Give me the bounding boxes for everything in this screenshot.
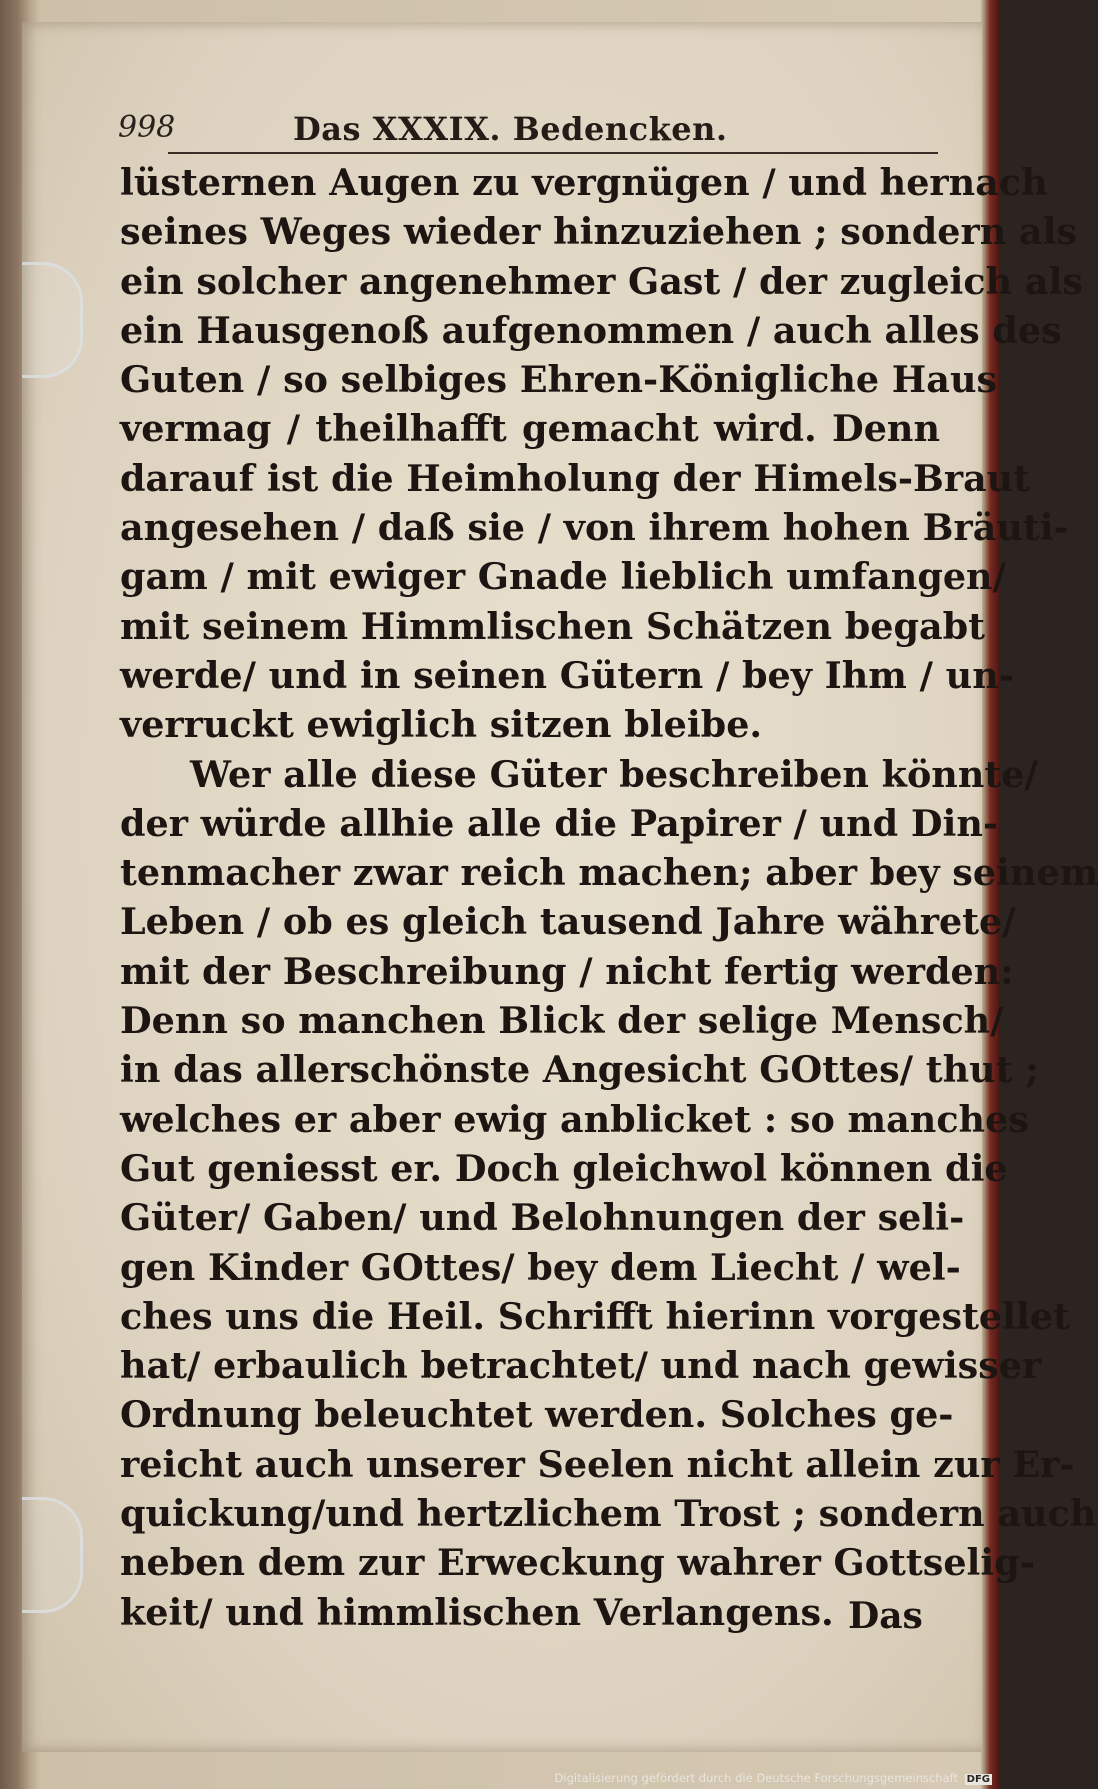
text-line: ein solcher angenehmer Gast / der zugleich als [120,259,1083,303]
text-line: Gut geniesst er. Doch gleichwol können die [120,1146,1008,1190]
running-head: Das XXXIX. Bedencken. [293,110,728,148]
catchword: Das [848,1595,923,1637]
credit-text: Digitalisierung gefördert durch die Deutsche Forschungsgemeinschaft [554,1771,958,1785]
dfg-logo: DFG [966,1774,990,1785]
text-line: ches uns die Heil. Schrifft hierinn vorgestellet [120,1294,1070,1338]
text-line: welches er aber ewig anblicket : so manches [120,1097,1029,1141]
page-header [118,110,938,152]
text-line: Güter/ Gaben/ und Belohnungen der seli- [120,1196,965,1240]
page-number: 998 [118,110,176,145]
text-line: neben dem zur Erweckung wahrer Gottselig- [120,1541,1035,1585]
header-rule [168,152,938,154]
text-block [120,158,1098,1637]
text-line: darauf ist die Heimholung der Himels-Braut [120,456,1031,500]
digitization-credit [555,1771,992,1785]
text-line: vermag / theilhafft gemacht wird. Denn [120,407,940,451]
text-line: ein Hausgenoß aufgenommen / auch alles des [120,308,1062,352]
text-line: mit seinem Himmlischen Schätzen begabt [120,604,986,648]
text-line: Wer alle diese Güter beschreiben könnte/ [190,752,1038,796]
text-line: angesehen / daß sie / von ihrem hohen Bräuti- [120,506,1069,550]
text-line: in das allerschönste Angesicht GOttes/ thut ; [120,1048,1039,1092]
text-line: seines Weges wieder hinzuziehen ; sondern als [120,210,1078,254]
text-line: mit der Beschreibung / nicht fertig werden: [120,949,1014,993]
text-line: Leben / ob es gleich tausend Jahre währete/ [120,900,1016,944]
text-line: Guten / so selbiges Ehren-Königliche Haus [120,358,998,402]
text-line: werde/ und in seinen Gütern / bey Ihm / un- [120,653,1014,697]
text-line: hat/ erbaulich betrachtet/ und nach gewisser [120,1344,1042,1388]
text-line: tenmacher zwar reich machen; aber bey seinem [120,851,1098,895]
text-line: lüsternen Augen zu vergnügen / und hernach [120,161,1048,204]
text-line: verruckt ewiglich sitzen bleibe. [120,703,763,747]
text-line: gam / mit ewiger Gnade lieblich umfangen/ [120,555,1006,599]
text-line: quickung/und hertzlichem Trost ; sondern auch [120,1492,1097,1536]
text-line: Ordnung beleuchtet werden. Solches ge- [120,1393,954,1437]
text-line: Denn so manchen Blick der selige Mensch/ [120,999,1004,1043]
page-clip-top [22,262,83,378]
text-line: reicht auch unserer Seelen nicht allein zur Er- [120,1442,1075,1486]
page-clip-bottom [22,1497,83,1613]
text-line: keit/ und himmlischen Verlangens. [120,1590,834,1634]
text-line: der würde allhie alle die Papirer / und Din- [120,801,999,845]
text-line: gen Kinder GOttes/ bey dem Liecht / wel- [120,1245,961,1289]
